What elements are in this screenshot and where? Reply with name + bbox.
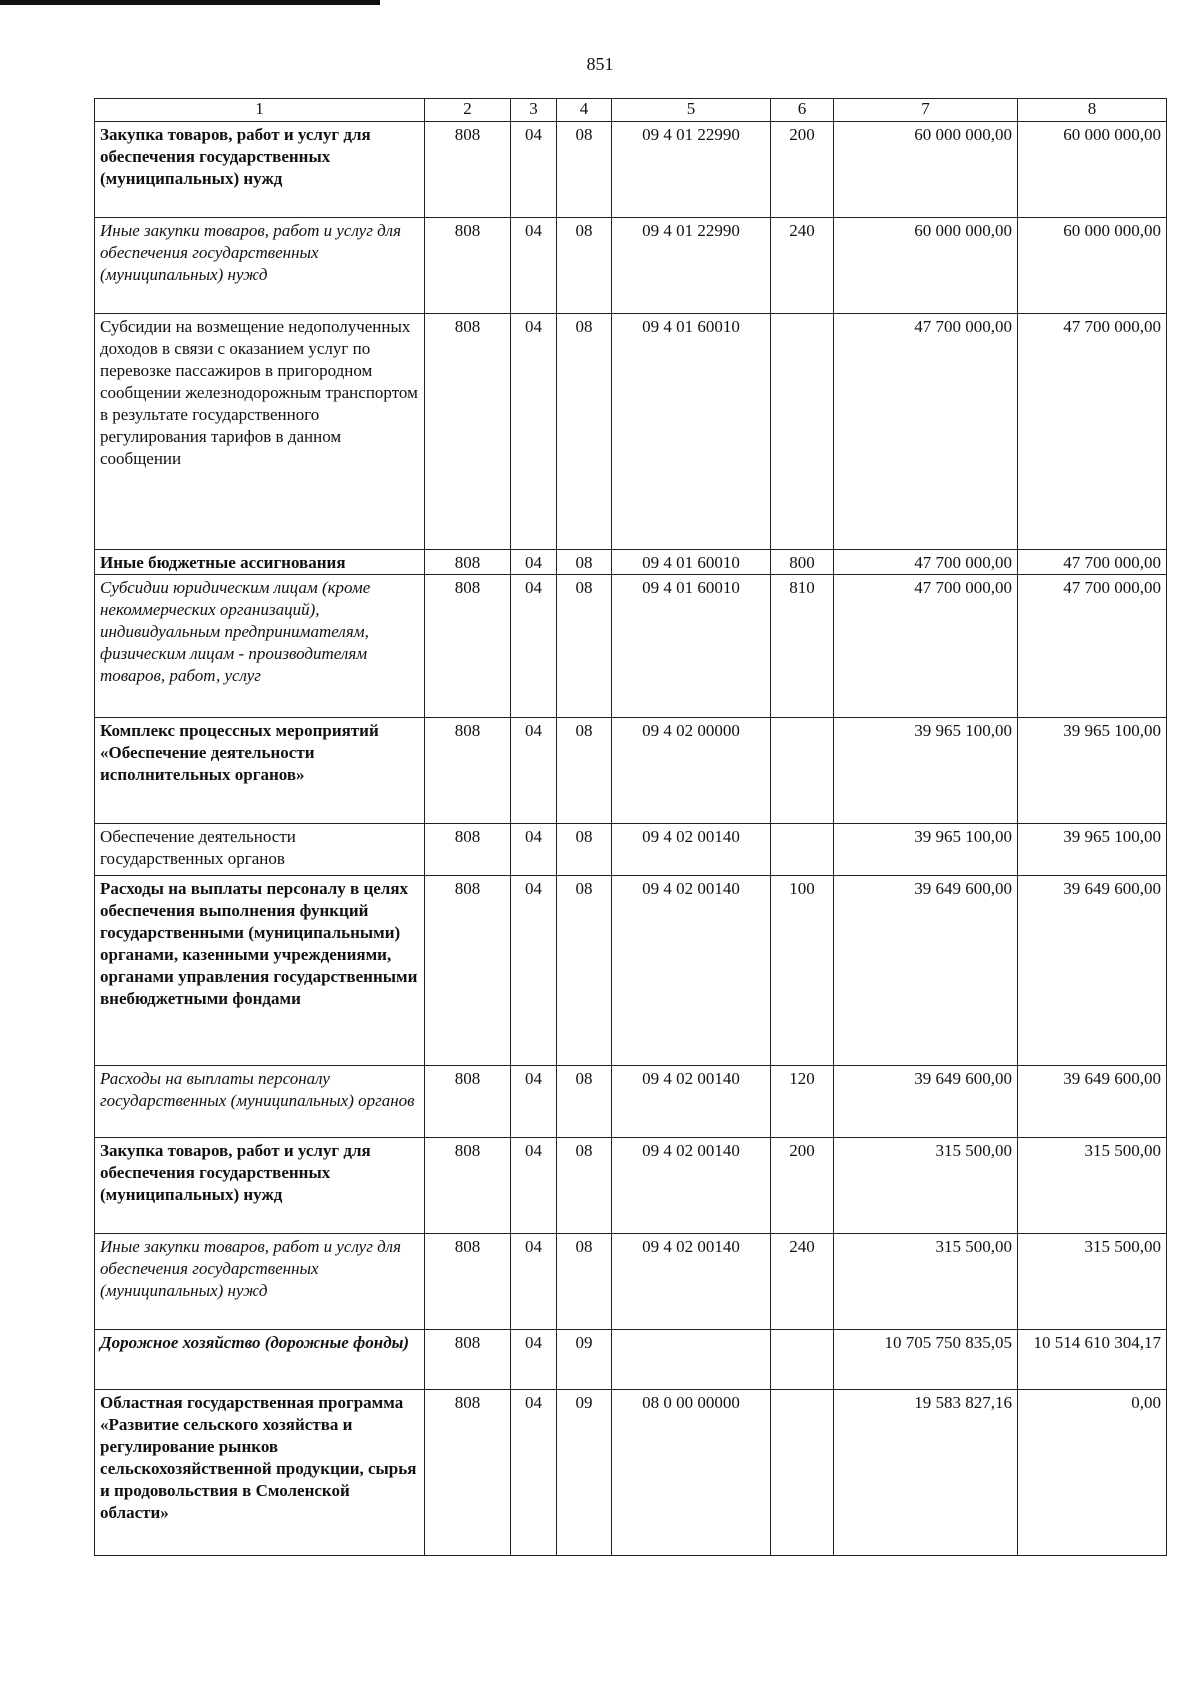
cell-amount-2: 60 000 000,00 [1018, 122, 1167, 218]
cell-expense-type: 200 [771, 1138, 834, 1234]
cell-admin: 808 [425, 1138, 511, 1234]
header-cell: 2 [425, 99, 511, 122]
cell-target: 09 4 02 00140 [612, 876, 771, 1066]
cell-target: 09 4 01 60010 [612, 575, 771, 718]
cell-expense-type [771, 718, 834, 824]
cell-subsection: 08 [557, 218, 612, 314]
cell-target: 09 4 02 00140 [612, 824, 771, 876]
cell-admin: 808 [425, 550, 511, 575]
cell-admin: 808 [425, 314, 511, 550]
cell-expense-type [771, 1390, 834, 1556]
cell-admin: 808 [425, 218, 511, 314]
cell-admin: 808 [425, 1234, 511, 1330]
cell-admin: 808 [425, 1390, 511, 1556]
header-cell: 7 [834, 99, 1018, 122]
table-row [95, 575, 1167, 718]
cell-admin: 808 [425, 824, 511, 876]
cell-amount-2: 39 965 100,00 [1018, 718, 1167, 824]
row-name: Закупка товаров, работ и услуг для обеспечения государственных (муниципальных) нужд [95, 1138, 425, 1234]
cell-subsection: 08 [557, 1138, 612, 1234]
cell-target: 09 4 01 22990 [612, 218, 771, 314]
cell-target: 09 4 01 60010 [612, 314, 771, 550]
cell-subsection: 08 [557, 575, 612, 718]
cell-amount-1: 315 500,00 [834, 1234, 1018, 1330]
table-row [95, 1138, 1167, 1234]
cell-amount-1: 39 965 100,00 [834, 718, 1018, 824]
cell-admin: 808 [425, 1066, 511, 1138]
row-name: Субсидии юридическим лицам (кроме некоммерческих организаций), индивидуальным предпринимателям, физическим лицам - производителям товаров, работ, услуг [95, 575, 425, 718]
row-name: Расходы на выплаты персоналу в целях обеспечения выполнения функций государственными (муниципальными) органами, казенными учреждениями, органами управления государственными внебюджетными фондами [95, 876, 425, 1066]
cell-section: 04 [511, 1234, 557, 1330]
cell-subsection: 08 [557, 550, 612, 575]
table-row [95, 122, 1167, 218]
row-name: Закупка товаров, работ и услуг для обеспечения государственных (муниципальных) нужд [95, 122, 425, 218]
row-name: Комплекс процессных мероприятий «Обеспечение деятельности исполнительных органов» [95, 718, 425, 824]
cell-expense-type: 240 [771, 1234, 834, 1330]
cell-subsection: 08 [557, 718, 612, 824]
cell-amount-2: 10 514 610 304,17 [1018, 1330, 1167, 1390]
cell-admin: 808 [425, 122, 511, 218]
header-cell: 8 [1018, 99, 1167, 122]
table-row [95, 550, 1167, 575]
cell-subsection: 08 [557, 876, 612, 1066]
cell-expense-type: 800 [771, 550, 834, 575]
cell-amount-1: 47 700 000,00 [834, 575, 1018, 718]
cell-amount-2: 39 649 600,00 [1018, 1066, 1167, 1138]
cell-amount-1: 10 705 750 835,05 [834, 1330, 1018, 1390]
header-row [95, 99, 1167, 122]
cell-amount-2: 39 649 600,00 [1018, 876, 1167, 1066]
header-cell: 3 [511, 99, 557, 122]
table-row [95, 314, 1167, 550]
cell-section: 04 [511, 575, 557, 718]
cell-amount-1: 39 965 100,00 [834, 824, 1018, 876]
cell-target: 08 0 00 00000 [612, 1390, 771, 1556]
cell-amount-1: 315 500,00 [834, 1138, 1018, 1234]
budget-table [94, 98, 1167, 1556]
cell-amount-1: 47 700 000,00 [834, 550, 1018, 575]
cell-amount-1: 60 000 000,00 [834, 218, 1018, 314]
cell-admin: 808 [425, 718, 511, 824]
header-cell: 4 [557, 99, 612, 122]
cell-target: 09 4 02 00140 [612, 1066, 771, 1138]
row-name: Иные закупки товаров, работ и услуг для обеспечения государственных (муниципальных) нужд [95, 218, 425, 314]
cell-amount-2: 315 500,00 [1018, 1234, 1167, 1330]
cell-section: 04 [511, 1138, 557, 1234]
cell-target: 09 4 01 22990 [612, 122, 771, 218]
cell-subsection: 08 [557, 824, 612, 876]
table-row [95, 1390, 1167, 1556]
cell-target: 09 4 01 60010 [612, 550, 771, 575]
cell-subsection: 09 [557, 1330, 612, 1390]
table-row [95, 718, 1167, 824]
cell-amount-2: 315 500,00 [1018, 1138, 1167, 1234]
cell-section: 04 [511, 1330, 557, 1390]
cell-amount-1: 39 649 600,00 [834, 1066, 1018, 1138]
cell-section: 04 [511, 1390, 557, 1556]
cell-amount-2: 47 700 000,00 [1018, 575, 1167, 718]
row-name: Расходы на выплаты персоналу государственных (муниципальных) органов [95, 1066, 425, 1138]
cell-admin: 808 [425, 1330, 511, 1390]
cell-amount-2: 60 000 000,00 [1018, 218, 1167, 314]
cell-section: 04 [511, 718, 557, 824]
top-rule [0, 0, 380, 5]
header-cell: 1 [95, 99, 425, 122]
cell-subsection: 09 [557, 1390, 612, 1556]
row-name: Субсидии на возмещение недополученных доходов в связи с оказанием услуг по перевозке пассажиров в пригородном сообщении железнодорожным транспортом в результате государственного регулирования тарифов в данном сообщении [95, 314, 425, 550]
table-row [95, 1066, 1167, 1138]
page-number: 851 [586, 54, 614, 74]
cell-admin: 808 [425, 876, 511, 1066]
row-name: Иные бюджетные ассигнования [95, 550, 425, 575]
cell-amount-2: 39 965 100,00 [1018, 824, 1167, 876]
cell-section: 04 [511, 218, 557, 314]
cell-amount-2: 47 700 000,00 [1018, 550, 1167, 575]
cell-expense-type: 200 [771, 122, 834, 218]
cell-expense-type [771, 314, 834, 550]
cell-expense-type: 120 [771, 1066, 834, 1138]
cell-target [612, 1330, 771, 1390]
cell-section: 04 [511, 314, 557, 550]
row-name: Иные закупки товаров, работ и услуг для обеспечения государственных (муниципальных) нужд [95, 1234, 425, 1330]
cell-expense-type [771, 1330, 834, 1390]
row-name: Областная государственная программа «Развитие сельского хозяйства и регулирование рынков сельскохозяйственной продукции, сырья и продовольствия в Смоленской области» [95, 1390, 425, 1556]
cell-subsection: 08 [557, 1066, 612, 1138]
cell-admin: 808 [425, 575, 511, 718]
cell-section: 04 [511, 550, 557, 575]
cell-amount-2: 47 700 000,00 [1018, 314, 1167, 550]
cell-expense-type: 810 [771, 575, 834, 718]
header-cell: 6 [771, 99, 834, 122]
header-cell: 5 [612, 99, 771, 122]
cell-subsection: 08 [557, 122, 612, 218]
cell-amount-1: 60 000 000,00 [834, 122, 1018, 218]
cell-target: 09 4 02 00140 [612, 1234, 771, 1330]
cell-amount-1: 39 649 600,00 [834, 876, 1018, 1066]
cell-amount-1: 47 700 000,00 [834, 314, 1018, 550]
table-row [95, 876, 1167, 1066]
table-row [95, 1330, 1167, 1390]
cell-expense-type: 100 [771, 876, 834, 1066]
table-row [95, 218, 1167, 314]
cell-expense-type: 240 [771, 218, 834, 314]
cell-section: 04 [511, 876, 557, 1066]
cell-expense-type [771, 824, 834, 876]
cell-target: 09 4 02 00140 [612, 1138, 771, 1234]
cell-amount-2: 0,00 [1018, 1390, 1167, 1556]
cell-subsection: 08 [557, 1234, 612, 1330]
table-row [95, 1234, 1167, 1330]
cell-target: 09 4 02 00000 [612, 718, 771, 824]
table-row [95, 824, 1167, 876]
cell-section: 04 [511, 1066, 557, 1138]
row-name: Дорожное хозяйство (дорожные фонды) [95, 1330, 425, 1390]
row-name: Обеспечение деятельности государственных органов [95, 824, 425, 876]
cell-amount-1: 19 583 827,16 [834, 1390, 1018, 1556]
cell-subsection: 08 [557, 314, 612, 550]
cell-section: 04 [511, 122, 557, 218]
cell-section: 04 [511, 824, 557, 876]
